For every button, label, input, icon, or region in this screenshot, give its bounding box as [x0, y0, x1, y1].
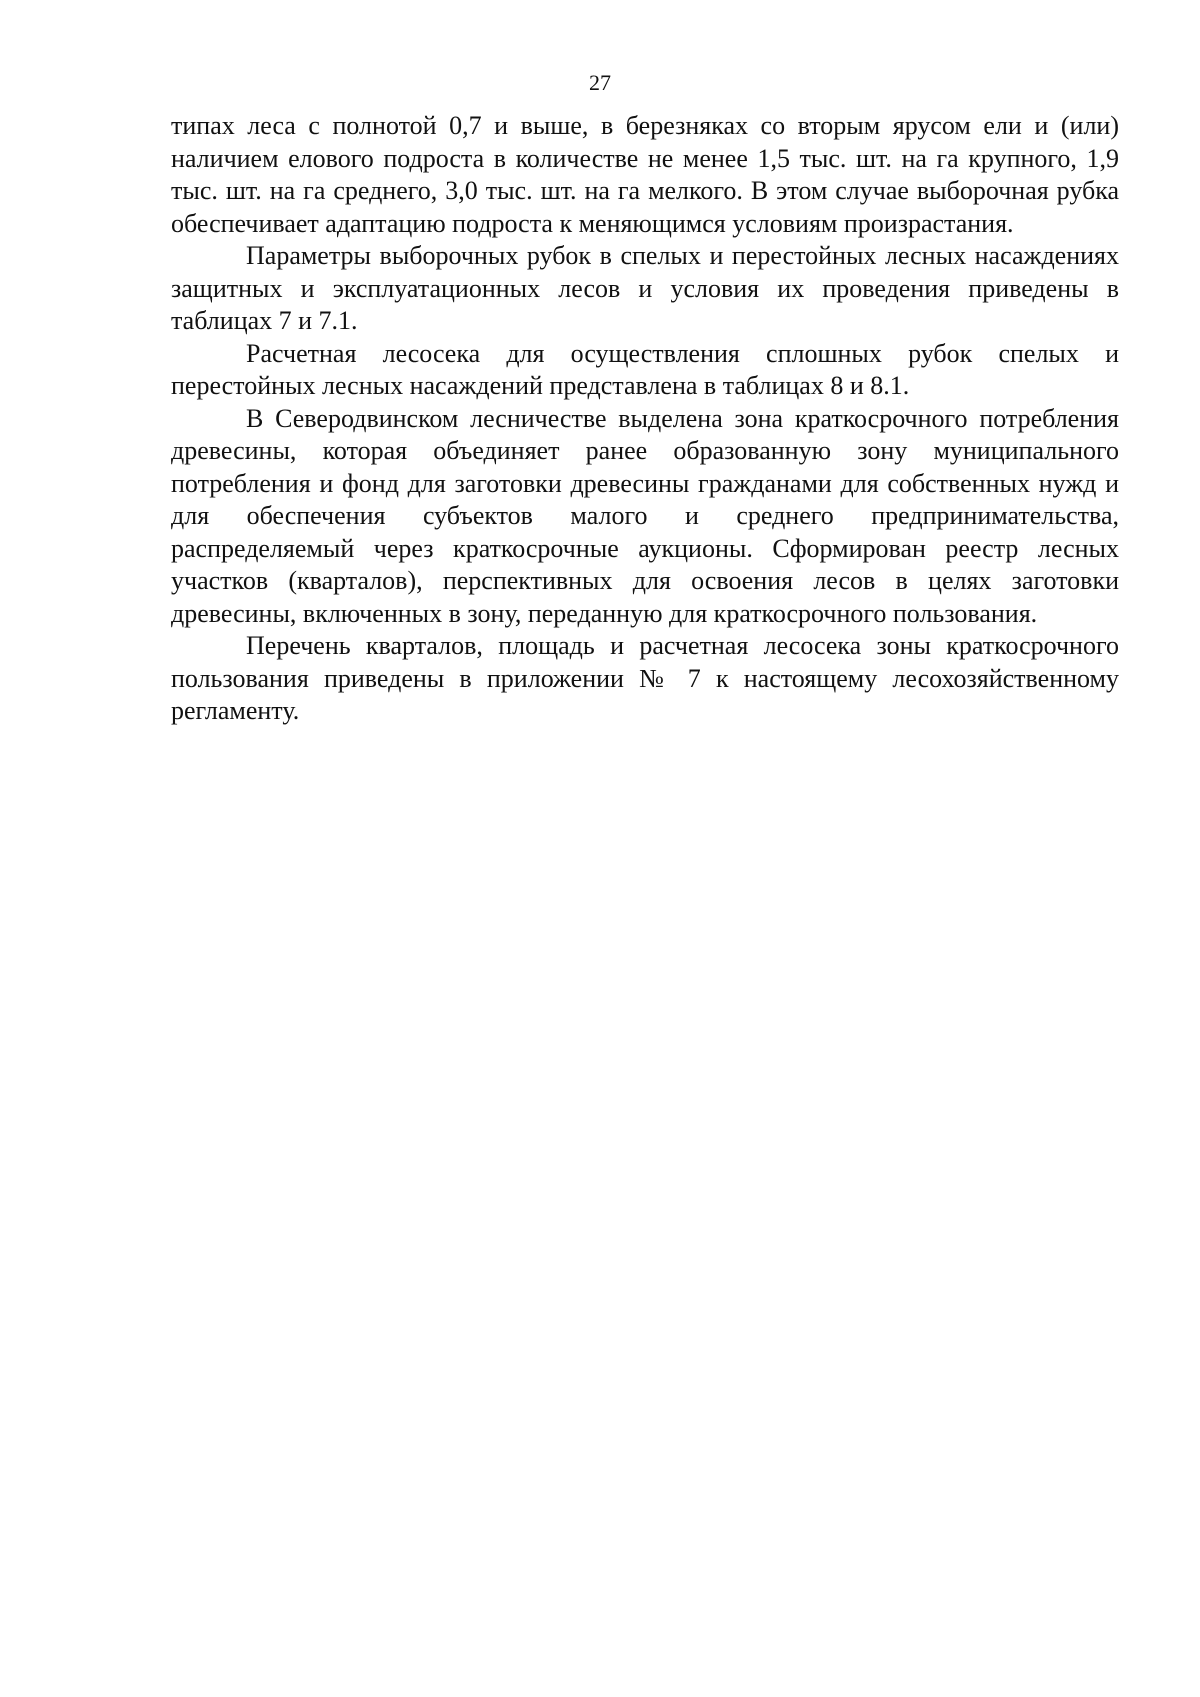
paragraph-short-term-zone: В Северодвинском лесничестве выделена зона краткосрочного потребления древесины, которая объединяет ранее образованную зону муниципального потребления и фонд для заготовки древесины гражданами для собственных нужд и для обеспечения субъектов малого и среднего предпринимательства, распределяемый через краткосрочные аукционы. Сформирован реестр лесных участков (кварталов), перспективных для освоения лесов в целях заготовки древесины, включенных в зону, переданную для краткосрочного пользования. [171, 403, 1119, 628]
page-number: 27 [589, 70, 611, 95]
paragraph-continuation: типах леса с полнотой 0,7 и выше, в березняках со вторым ярусом ели и (или) наличием елового подроста в количестве не менее 1,5 тыс. шт. на га крупного, 1,9 тыс. шт. на га среднего, 3,0 тыс. шт. на га мелкого. В этом случае выборочная рубка обеспечивает адаптацию подроста к меняющимся условиям произрастания. [171, 111, 1119, 238]
paragraph-allowable-cut: Расчетная лесосека для осуществления сплошных рубок спелых и перестойных лесных насаждений представлена в таблицах 8 и 8.1. [171, 338, 1119, 400]
paragraph-appendix-reference: Перечень кварталов, площадь и расчетная лесосека зоны краткосрочного пользования приведены в приложении № 7 к настоящему лесохозяйственному регламенту. [171, 631, 1119, 725]
document-body [171, 110, 1119, 728]
paragraph-selective-felling-parameters: Параметры выборочных рубок в спелых и перестойных лесных насаждениях защитных и эксплуатационных лесов и условия их проведения приведены в таблицах 7 и 7.1. [171, 241, 1119, 335]
